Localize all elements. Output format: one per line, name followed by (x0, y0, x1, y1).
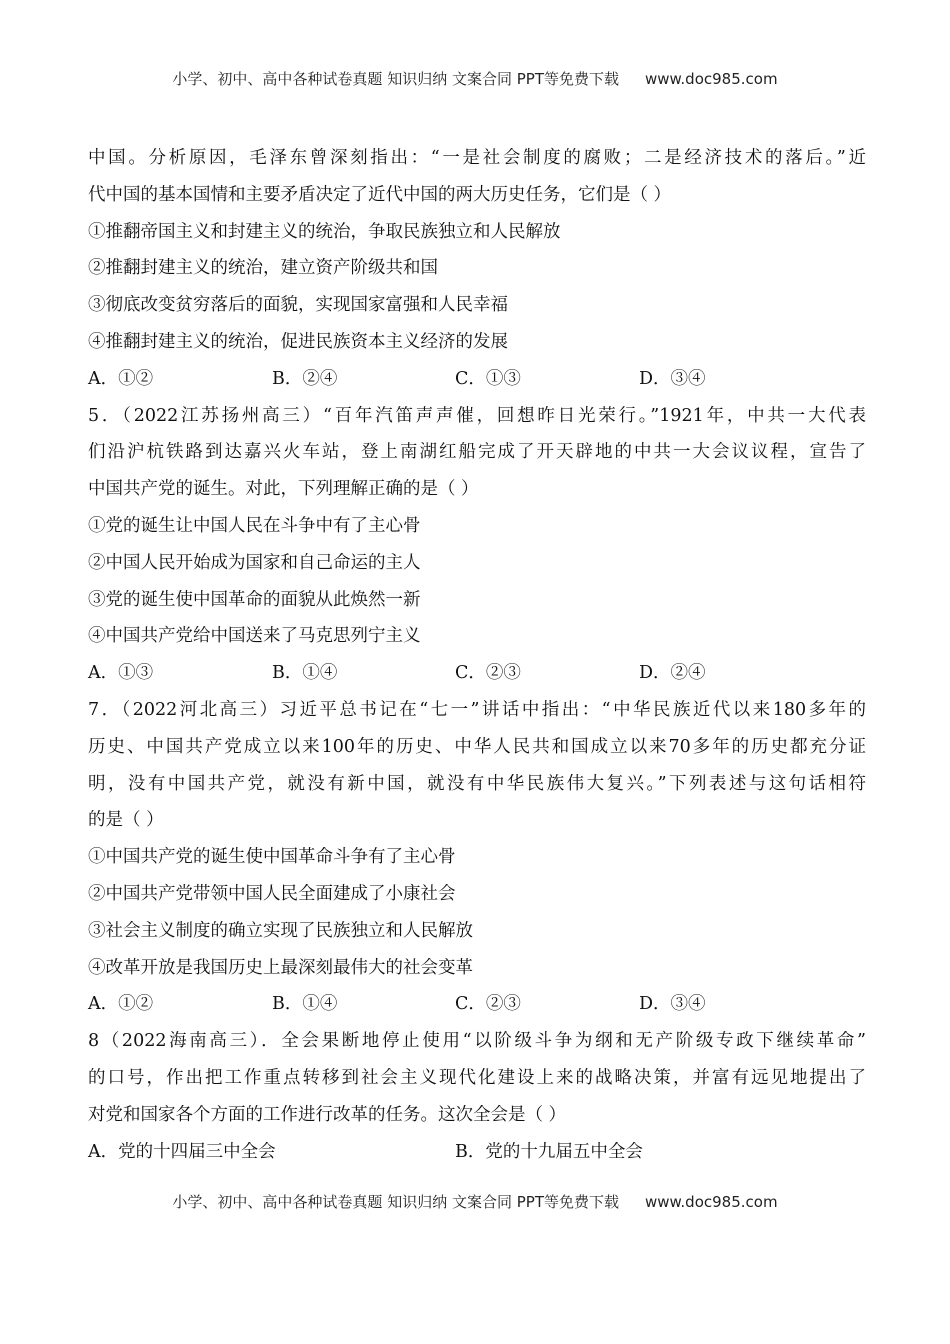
q5-stem-line: 5．（2022江苏扬州高三）“百年汽笛声声催，回想昨日光荣行。”1921年，中共一大代表 (88, 405, 866, 426)
q4-item: ④推翻封建主义的统治，促进民族资本主义经济的发展 (88, 331, 508, 352)
q5-item: ④中国共产党给中国送来了马克思列宁主义 (88, 626, 421, 647)
q5-stem-line: 们沿沪杭铁路到达嘉兴火车站，登上南湖红船完成了开天辟地的中共一大会议议程，宣告了 (88, 442, 866, 463)
q7-item: ②中国共产党带领中国人民全面建成了小康社会 (88, 883, 456, 904)
q5-item: ①党的诞生让中国人民在斗争中有了主心骨 (88, 515, 421, 536)
option-a: A．①③ (88, 663, 154, 684)
option-b: B．党的十九届五中全会 (455, 1141, 643, 1162)
q4-stem-line: 中国。分析原因，毛泽东曾深刻指出：“一是社会制度的腐败；二是经济技术的落后。”近 (88, 148, 866, 168)
q7-item: ④改革开放是我国历史上最深刻最伟大的社会变革 (88, 957, 473, 978)
q7-stem-line: 历史、中国共产党成立以来100年的历史、中华人民共和国成立以来70多年的历史都充分证 (88, 736, 866, 757)
q4-options (88, 361, 866, 398)
option-d: D．②④ (639, 663, 706, 684)
q7-stem-line: 的是（ ） (88, 810, 164, 831)
q7-options (88, 986, 866, 1023)
header-text: 小学、初中、高中各种试卷真题 知识归纳 文案合同 PPT等免费下载 (172, 70, 619, 88)
option-a: A．党的十四届三中全会 (88, 1141, 276, 1162)
q5-stem-line: 中国共产党的诞生。对此，下列理解正确的是（ ） (88, 479, 479, 500)
q4-stem-line: 代中国的基本国情和主要矛盾决定了近代中国的两大历史任务，它们是（ ） (88, 184, 672, 205)
q8-stem-line: 对党和国家各个方面的工作进行改革的任务。这次全会是（ ） (88, 1104, 567, 1125)
q5-options (88, 655, 866, 692)
q7-stem-line: 明，没有中国共产党，就没有新中国，就没有中华民族伟大复兴。”下列表述与这句话相符 (88, 773, 866, 794)
option-c: C．②③ (455, 663, 521, 684)
q8-stem-line: 8（2022海南高三）．全会果断地停止使用“以阶级斗争为纲和无产阶级专政下继续革命” (88, 1031, 866, 1052)
q5-item: ③党的诞生使中国革命的面貌从此焕然一新 (88, 589, 421, 610)
q7-item: ①中国共产党的诞生使中国革命斗争有了主心骨 (88, 847, 456, 868)
option-a: A．①② (88, 994, 154, 1015)
q4-item: ③彻底改变贫穷落后的面貌，实现国家富强和人民幸福 (88, 295, 508, 316)
page-footer (0, 1191, 950, 1212)
q7-stem-line: 7．（2022河北高三）习近平总书记在“七一”讲话中指出：“中华民族近代以来180多年的 (88, 699, 866, 720)
option-c: C．①③ (455, 368, 521, 389)
q4-item: ②推翻封建主义的统治，建立资产阶级共和国 (88, 258, 438, 279)
option-d: D．③④ (639, 368, 706, 389)
q5-item: ②中国人民开始成为国家和自己命运的主人 (88, 552, 421, 573)
option-b: B．②④ (272, 368, 338, 389)
option-a: A．①② (88, 368, 154, 389)
footer-site: www.doc985.com (644, 1193, 778, 1211)
option-c: C．②③ (455, 994, 521, 1015)
option-b: B．①④ (272, 994, 338, 1015)
option-b: B．①④ (272, 663, 338, 684)
header-site: www.doc985.com (644, 70, 778, 88)
option-d: D．③④ (639, 994, 706, 1015)
q8-stem-line: 的口号，作出把工作重点转移到社会主义现代化建设上来的战略决策，并富有远见地提出了 (88, 1067, 866, 1088)
footer-text: 小学、初中、高中各种试卷真题 知识归纳 文案合同 PPT等免费下载 (172, 1193, 619, 1211)
exam-content (88, 140, 866, 1170)
q7-item: ③社会主义制度的确立实现了民族独立和人民解放 (88, 920, 473, 941)
q8-options (88, 1134, 866, 1171)
q4-item: ①推翻帝国主义和封建主义的统治，争取民族独立和人民解放 (88, 221, 561, 242)
page-header (0, 68, 950, 89)
